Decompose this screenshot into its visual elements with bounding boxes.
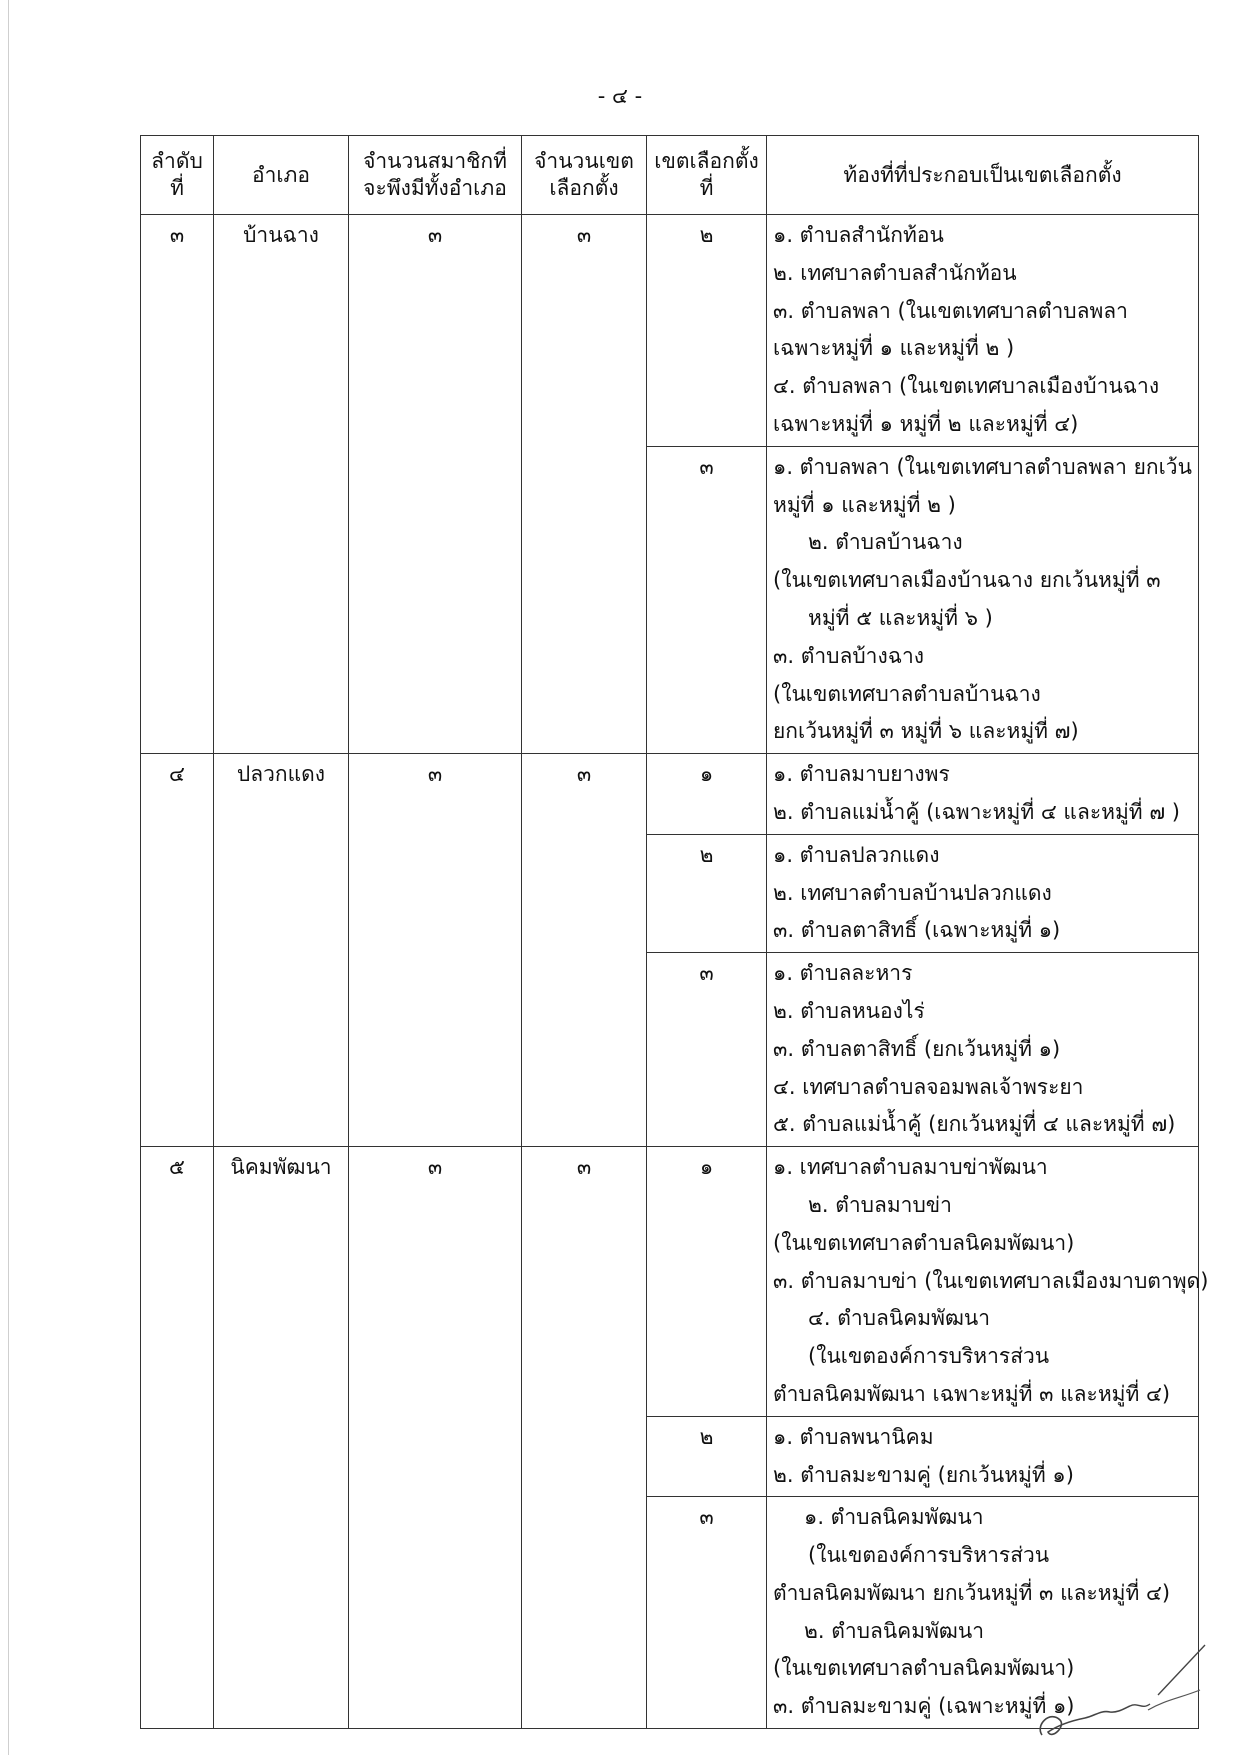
cell-district: นิคมพัฒนา [214,1147,349,1729]
area-line: ๔. ตำบลนิคมพัฒนา [808,1306,991,1331]
cell-zone-no: ๓ [647,953,767,1147]
header-district: อำเภอ [214,136,349,215]
area-line: (ในเขตเทศบาลตำบลนิคมพัฒนา) [773,1230,1075,1255]
page-number: - ๔ - [597,84,643,108]
area-line: ๓. ตำบลตาสิทธิ์ (เฉพาะหมู่ที่ ๑) [773,918,1061,943]
area-line: ๓. ตำบลมะขามคู่ (เฉพาะหมู่ที่ ๑) [773,1694,1075,1719]
area-line: ๓. ตำบลตาสิทธิ์ (ยกเว้นหมู่ที่ ๑) [773,1036,1061,1061]
area-line: ยกเว้นหมู่ที่ ๓ หมู่ที่ ๖ และหมู่ที่ ๗) [773,719,1079,744]
header-zones-count: จำนวนเขตเลือกตั้ง [522,136,647,215]
area-line: ๒. เทศบาลตำบลบ้านปลวกแดง [773,880,1052,905]
area-line: (ในเขตองค์การบริหารส่วน [808,1543,1050,1568]
cell-areas [767,215,1199,447]
area-line: ๒. ตำบลมาบข่า [808,1192,952,1217]
cell-district: ปลวกแดง [214,754,349,1147]
table-body [141,215,1209,1729]
cell-areas [767,953,1199,1147]
handwritten-signature [1030,1640,1210,1750]
area-line: (ในเขตเทศบาลตำบลนิคมพัฒนา) [773,1656,1075,1681]
area-line: ๑. ตำบลพนานิคม [773,1424,934,1449]
area-line: เฉพาะหมู่ที่ ๑ หมู่ที่ ๒ และหมู่ที่ ๔) [773,411,1079,436]
cell-zone-no: ๓ [647,1497,767,1729]
cell-zone-no: ๑ [647,1147,767,1417]
table-row [141,754,1199,835]
cell-members: ๓ [349,215,522,754]
area-line: หมู่ที่ ๕ และหมู่ที่ ๖ ) [808,605,993,630]
header-order: ลำดับที่ [141,136,214,215]
area-line: ๓. ตำบลมาบข่า (ในเขตเทศบาลเมืองมาบตาพุด) [773,1268,1209,1293]
area-line: (ในเขตองค์การบริหารส่วน [808,1344,1050,1369]
area-line: ๑. ตำบลปลวกแดง [773,842,940,867]
cell-areas [767,754,1199,835]
area-line: ๓. ตำบลบ้างฉาง [773,643,925,668]
area-line: ตำบลนิคมพัฒนา ยกเว้นหมู่ที่ ๓ และหมู่ที่ ๔) [773,1580,1171,1605]
area-line: ๒. ตำบลมะขามคู่ (ยกเว้นหมู่ที่ ๑) [773,1462,1074,1487]
scan-edge-line [8,0,9,1755]
cell-zones-count: ๓ [522,215,647,754]
area-line: ๑. เทศบาลตำบลมาบข่าพัฒนา [773,1155,1048,1180]
area-line: ๑. ตำบลละหาร [773,961,913,986]
area-line: ตำบลนิคมพัฒนา เฉพาะหมู่ที่ ๓ และหมู่ที่ ๔) [773,1381,1171,1406]
cell-areas [767,1147,1209,1417]
cell-zones-count: ๓ [522,754,647,1147]
cell-zone-no: ๑ [647,754,767,835]
cell-members: ๓ [349,1147,522,1729]
area-line: ๒. ตำบลบ้านฉาง [808,530,963,555]
area-line: ๒. เทศบาลตำบลสำนักท้อน [773,260,1017,285]
table-header-row [141,136,1199,215]
header-members: จำนวนสมาชิกที่จะพึงมีทั้งอำเภอ [349,136,522,215]
cell-order: ๔ [141,754,214,1147]
cell-zone-no: ๒ [647,215,767,447]
header-areas: ท้องที่ที่ประกอบเป็นเขตเลือกตั้ง [767,136,1199,215]
area-line: ๓. ตำบลพลา (ในเขตเทศบาลตำบลพลา [773,298,1128,323]
area-line: ๑. ตำบลมาบยางพร [773,762,950,787]
area-line: เฉพาะหมู่ที่ ๑ และหมู่ที่ ๒ ) [773,336,1015,361]
area-line: ๒. ตำบลนิคมพัฒนา [804,1618,985,1643]
table-row [141,1147,1199,1417]
cell-zone-no: ๒ [647,834,767,952]
area-line: ๒. ตำบลแม่น้ำคู้ (เฉพาะหมู่ที่ ๔ และหมู่ที่ ๗ ) [773,799,1180,824]
cell-areas [767,834,1199,952]
cell-areas [767,1416,1199,1497]
electoral-zones-table [140,135,1209,1729]
header-zone-no: เขตเลือกตั้งที่ [647,136,767,215]
cell-zone-no: ๒ [647,1416,767,1497]
area-line: ๑. ตำบลสำนักท้อน [773,223,944,247]
cell-order: ๕ [141,1147,214,1729]
area-line: ๒. ตำบลหนองไร่ [773,998,925,1023]
cell-district: บ้านฉาง [214,215,349,754]
area-line: ๔. เทศบาลตำบลจอมพลเจ้าพระยา [773,1074,1084,1099]
cell-zones-count: ๓ [522,1147,647,1729]
cell-areas [767,446,1199,753]
area-line: ๔. ตำบลพลา (ในเขตเทศบาลเมืองบ้านฉาง [773,374,1160,399]
area-line: ๕. ตำบลแม่น้ำคู้ (ยกเว้นหมู่ที่ ๔ และหมู่ที่ ๗) [773,1112,1176,1137]
table-row [141,215,1199,447]
area-line: (ในเขตเทศบาลตำบลบ้านฉาง [773,681,1041,706]
area-line: (ในเขตเทศบาลเมืองบ้านฉาง ยกเว้นหมู่ที่ ๓ [773,568,1161,593]
cell-zone-no: ๓ [647,446,767,753]
cell-order: ๓ [141,215,214,754]
area-line: หมู่ที่ ๑ และหมู่ที่ ๒ ) [773,492,956,517]
cell-members: ๓ [349,754,522,1147]
area-line: ๑. ตำบลนิคมพัฒนา [804,1505,984,1530]
area-line: ๑. ตำบลพลา (ในเขตเทศบาลตำบลพลา ยกเว้น [773,454,1192,479]
